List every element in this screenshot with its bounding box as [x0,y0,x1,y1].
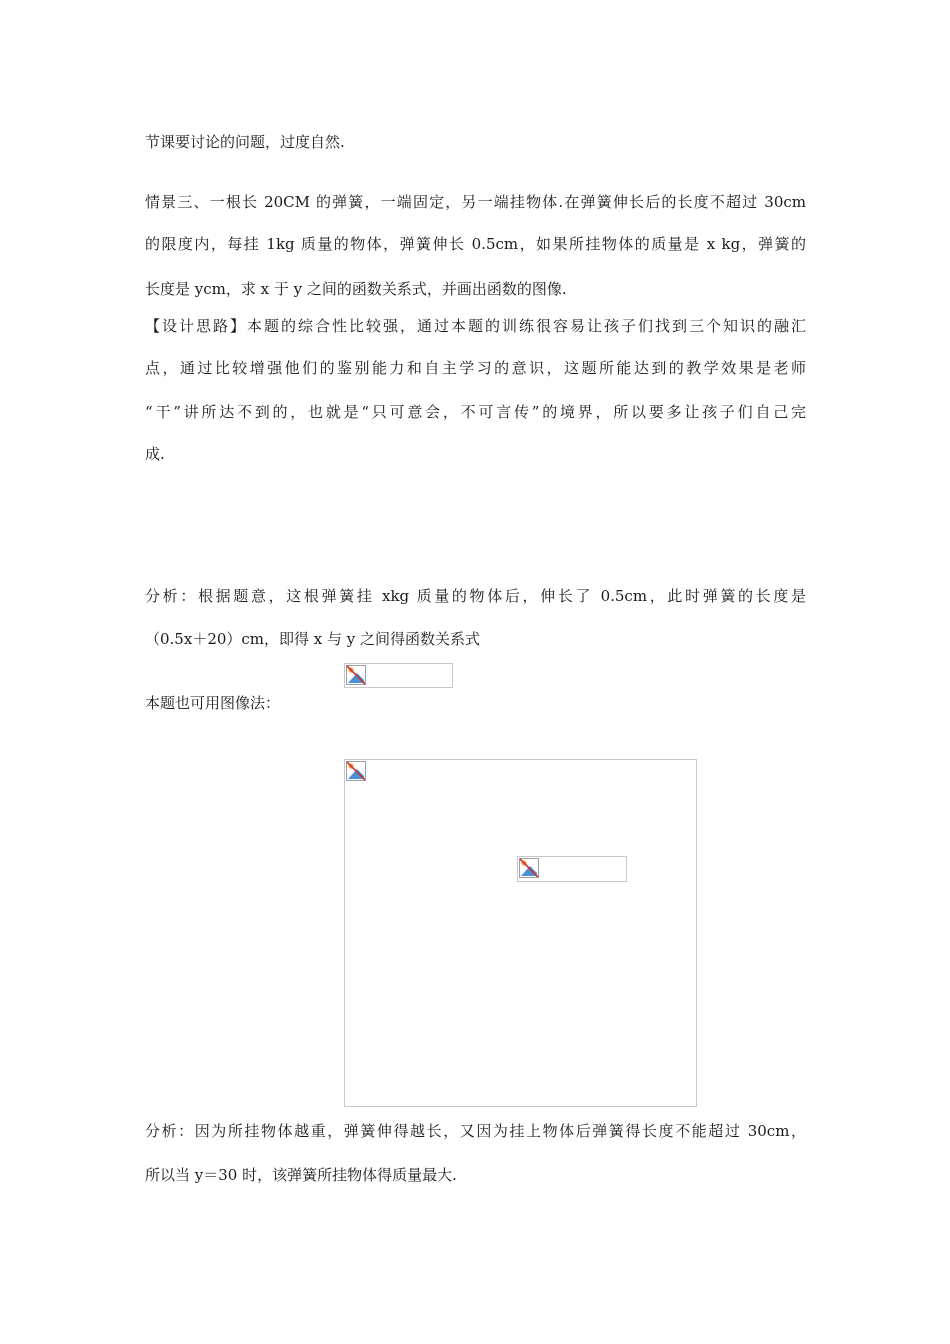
broken-image-icon [346,665,366,685]
function-graph-image [344,759,697,1107]
analysis-2-line-1: 分析：因为所挂物体越重，弹簧伸得越长，又因为挂上物体后弹簧得长度不能超过 30cm， [145,1122,806,1140]
design-rationale-line-4: 成. [145,445,165,463]
scenario-line-1: 情景三、一根长 20CM 的弹簧，一端固定，另一端挂物体.在弹簧伸长后的长度不超过 30cm [145,193,806,211]
design-rationale-line-2: 点，通过比较增强他们的鉴别能力和自主学习的意识，这题所能达到的教学效果是老师 [145,359,806,377]
scenario-line-2: 的限度内，每挂 1kg 质量的物体，弹簧伸长 0.5cm，如果所挂物体的质量是 x kg，弹簧的 [145,235,806,253]
analysis-1-line-2: （0.5x＋20）cm，即得 x 与 y 之间得函数关系式 [145,630,481,648]
analysis-1-line-1: 分析：根据题意，这根弹簧挂 xkg 质量的物体后，伸长了 0.5cm，此时弹簧的长度是 [145,587,806,605]
formula-image [344,663,453,688]
scenario-line-3: 长度是 ycm，求 x 于 y 之间的函数关系式，并画出函数的图像. [145,280,567,298]
intro-tail-text: 节课要讨论的问题，过度自然. [145,133,345,151]
design-rationale-line-1: 【设计思路】本题的综合性比较强，通过本题的训练很容易让孩子们找到三个知识的融汇 [145,317,806,335]
design-rationale-line-3: “干”讲所达不到的，也就是“只可意会，不可言传”的境界，所以要多让孩子们自己完 [145,403,806,421]
broken-image-icon [519,858,539,878]
graph-label-image [517,856,627,882]
graph-method-text: 本题也可用图像法： [145,694,281,712]
broken-image-icon [346,761,366,781]
analysis-2-line-2: 所以当 y＝30 时，该弹簧所挂物体得质量最大. [145,1166,457,1184]
